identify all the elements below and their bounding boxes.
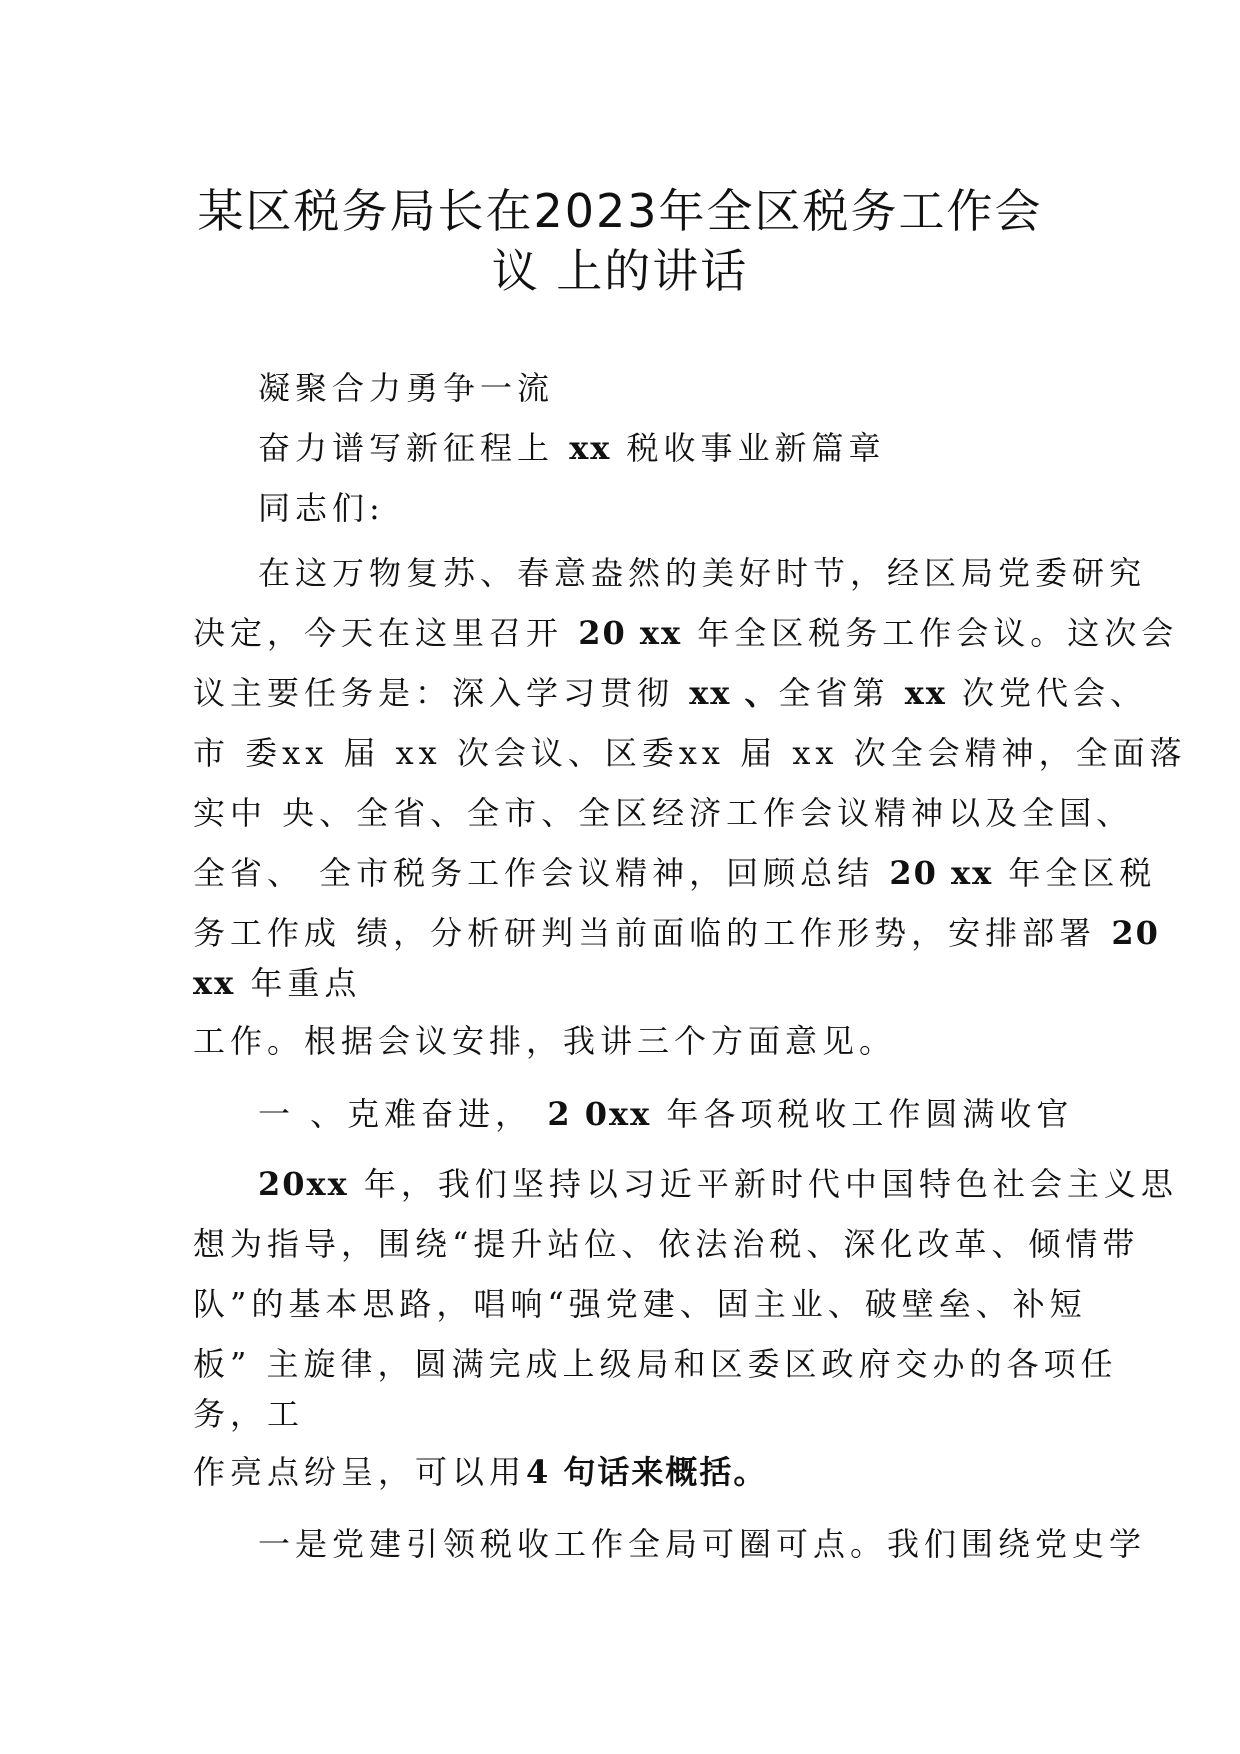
document-title-line-1: 某区税务局长在2023年全区税务工作会	[197, 184, 1043, 238]
paragraph-2-line: 想为指导，围绕“提升站位、依法治税、深化改革、倾情带	[193, 1225, 1140, 1263]
paragraph-2-line: 务，工	[193, 1395, 305, 1433]
paragraph-3-line: 一是党建引领税收工作全局可圈可点。我们围绕党史学	[258, 1525, 1147, 1563]
paragraph-1-line: 实中 央、全省、全市、全区经济工作会议精神以及全国、	[193, 794, 1134, 832]
paragraph-1-line: 全省、 全市税务工作会议精神，回顾总结 20 xx 年全区税	[193, 854, 1157, 892]
paragraph-2-line: 队”的基本思路，唱响“强党建、固主业、破壁垒、补短	[193, 1285, 1087, 1323]
paragraph-1-line: 议主要任务是：深入学习贯彻 xx 、全省第 xx 次党代会、	[193, 674, 1148, 712]
paragraph-2-line: 作亮点纷呈，可以用4 句话来概括。	[193, 1453, 768, 1491]
subtitle-line-1: 凝聚合力勇争一流	[258, 369, 555, 407]
subtitle-line-2: 奋力谱写新征程上 xx 税收事业新篇章	[258, 429, 886, 467]
document-title-line-2: 议 上的讲话	[491, 244, 749, 298]
salutation: 同志们:	[258, 489, 385, 527]
paragraph-2-line: 板” 主旋律，圆满完成上级局和区委区政府交办的各项任	[193, 1345, 1118, 1383]
paragraph-1-line: 务工作成 绩，分析研判当前面临的工作形势，安排部署 20	[193, 914, 1160, 952]
paragraph-2-line: 20xx 年，我们坚持以习近平新时代中国特色社会主义思	[258, 1165, 1178, 1203]
section-heading-1: 一 、克难奋进， 2 0xx 年各项税收工作圆满收官	[258, 1095, 1074, 1133]
paragraph-1-line: 在这万物复苏、春意盎然的美好时节，经区局党委研究	[258, 554, 1147, 592]
paragraph-1-line: xx 年重点	[193, 964, 362, 1002]
paragraph-1-line: 工作。根据会议安排，我讲三个方面意见。	[193, 1022, 897, 1060]
paragraph-1-line: 决定，今天在这里召开 20 xx 年全区税务工作会议。这次会	[193, 614, 1179, 652]
paragraph-1-line: 市 委xx 届 xx 次会议、区委xx 届 xx 次全会精神，全面落	[193, 734, 1187, 772]
